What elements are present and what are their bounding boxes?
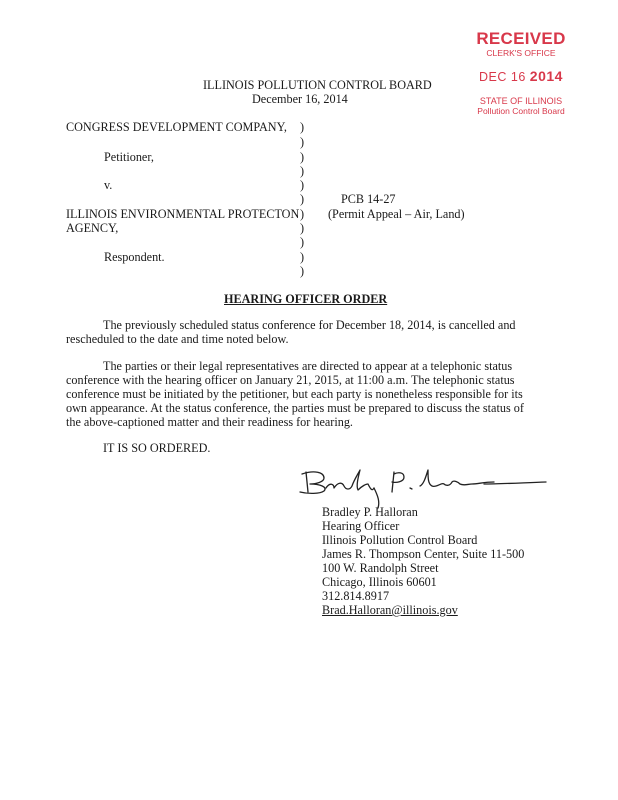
caption-paren: )	[300, 207, 305, 221]
received-stamp	[466, 30, 576, 116]
order-title: HEARING OFFICER ORDER	[224, 292, 388, 306]
stamp-board: Pollution Control Board	[477, 106, 565, 116]
caption-paren: )	[300, 221, 305, 235]
paragraph-line: the above-captioned matter and their readiness for hearing.	[66, 415, 353, 429]
caption-paren: )	[300, 235, 305, 249]
handwritten-signature	[294, 462, 550, 510]
respondent-name-line2: AGENCY,	[66, 221, 119, 235]
petitioner-name: CONGRESS DEVELOPMENT COMPANY,	[66, 120, 287, 134]
signer-title: Hearing Officer	[322, 519, 400, 533]
signer-agency: Illinois Pollution Control Board	[322, 533, 478, 547]
caption-paren: )	[300, 192, 305, 206]
caption-paren: )	[300, 120, 305, 134]
caption-paren: )	[300, 150, 305, 164]
paragraph-line: own appearance. At the status conference, the parties must be prepared to discuss the status of	[66, 401, 524, 415]
caption-paren: )	[300, 135, 305, 149]
respondent-name-line1: ILLINOIS ENVIRONMENTAL PROTECTON	[66, 207, 300, 221]
board-title: ILLINOIS POLLUTION CONTROL BOARD	[203, 78, 432, 92]
closing-statement: IT IS SO ORDERED.	[103, 441, 211, 455]
signer-phone: 312.814.8917	[322, 589, 390, 603]
signer-address-line1: James R. Thompson Center, Suite 11-500	[322, 547, 525, 561]
signer-email-link[interactable]: Brad.Halloran@illinois.gov	[322, 603, 458, 617]
paragraph-line: rescheduled to the date and time noted below.	[66, 332, 289, 346]
paragraph-line: The parties or their legal representatives are directed to appear at a telephonic status	[103, 359, 513, 373]
stamp-state: STATE OF ILLINOIS	[479, 96, 563, 106]
document-date: December 16, 2014	[252, 92, 348, 106]
caption-paren: )	[300, 178, 305, 192]
signer-address-line2: 100 W. Randolph Street	[322, 561, 439, 575]
stamp-clerks-office: CLERK'S OFFICE	[486, 48, 556, 58]
stamp-received: RECEIVED	[476, 29, 566, 48]
versus: v.	[104, 178, 113, 192]
caption-paren: )	[300, 164, 305, 178]
case-number: PCB 14-27	[341, 192, 396, 206]
stamp-date: DEC 16 2014	[479, 68, 563, 84]
caption-paren: )	[300, 250, 305, 264]
case-type: (Permit Appeal – Air, Land)	[328, 207, 465, 221]
paragraph-line: conference must be initiated by the petitioner, but each party is nonetheless responsible for its	[66, 387, 523, 401]
signer-city: Chicago, Illinois 60601	[322, 575, 437, 589]
paragraph-line: conference with the hearing officer on January 21, 2015, at 11:00 a.m. The telephonic status	[66, 373, 515, 387]
caption-paren: )	[300, 264, 305, 278]
respondent-role: Respondent.	[104, 250, 165, 264]
paragraph-line: The previously scheduled status conference for December 18, 2014, is cancelled and	[103, 318, 516, 332]
signer-name: Bradley P. Halloran	[322, 505, 418, 519]
petitioner-role: Petitioner,	[104, 150, 154, 164]
